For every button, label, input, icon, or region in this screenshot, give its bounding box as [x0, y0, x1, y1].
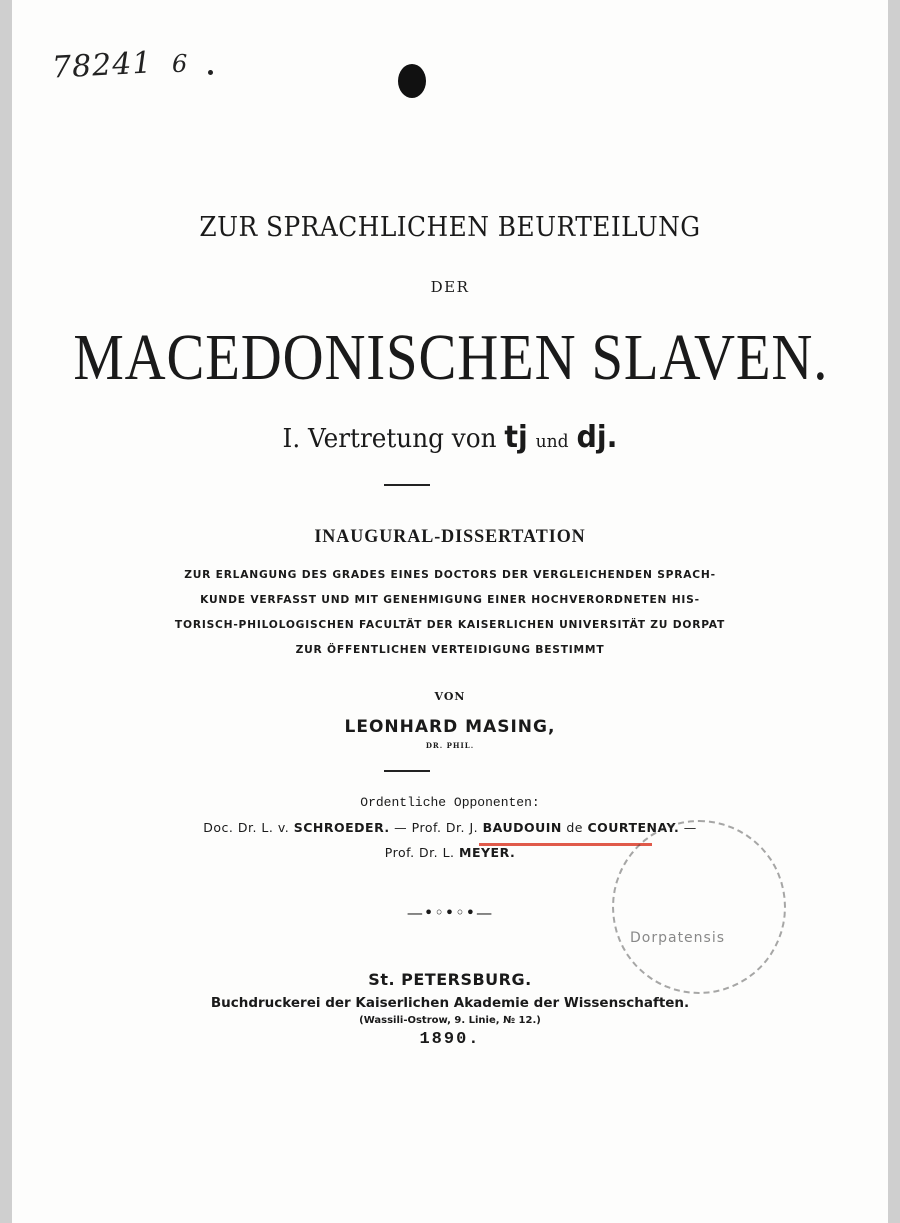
stamp-text: Dorpatensis: [630, 930, 726, 946]
dissertation-label: INAUGURAL-DISSERTATION: [314, 526, 586, 547]
separator: —: [394, 820, 408, 835]
part-prefix: I. Vertretung von: [282, 424, 497, 454]
author-degree: DR. PHIL.: [425, 741, 475, 750]
scanned-title-page: [12, 0, 888, 1223]
opponent1-title: Doc. Dr. L. v.: [203, 820, 290, 835]
library-stamp: [612, 820, 786, 994]
title-line-1: ZUR SPRACHLICHEN BEURTEILUNG: [199, 212, 701, 243]
opponent2-surname: COURTENAY.: [587, 820, 680, 835]
opponent2-name: BAUDOUIN: [482, 820, 562, 835]
divider-rule: [384, 484, 430, 486]
ornament-divider: —•◦•◦•—: [406, 903, 494, 922]
divider-rule: [384, 770, 430, 772]
handwritten-suffix: 6: [172, 50, 188, 78]
separator: —: [683, 820, 697, 835]
body-line: TORISCH-PHILOLOGISCHEN FACULTÄT DER KAISERLICHEN UNIVERSITÄT ZU DORPAT: [174, 618, 726, 631]
body-line: KUNDE VERFASST UND MIT GENEHMIGUNG EINER HOCHVERORDNETEN HIS-: [200, 593, 700, 606]
part-subtitle: [34, 420, 866, 455]
ink-dot: [208, 70, 213, 75]
body-line: ZUR ERLANGUNG DES GRADES EINES DOCTORS DER VERGLEICHENDEN SPRACH-: [184, 568, 716, 581]
opponents-line-1: [12, 820, 888, 835]
main-title: MACEDONISCHEN SLAVEN.: [73, 321, 829, 394]
opponent2-particle: de: [566, 820, 583, 835]
imprint-address: (Wassili-Ostrow, 9. Linie, № 12.): [359, 1015, 541, 1026]
body-line: ZUR ÖFFENTLICHEN VERTEIDIGUNG BESTIMMT: [295, 643, 605, 656]
imprint-printer: Buchdruckerei der Kaiserlichen Akademie der Wissenschaften.: [210, 995, 690, 1011]
handwritten-shelfmark: 78241: [51, 45, 154, 86]
part-und: und: [535, 431, 569, 452]
opponent3-name: MEYER.: [459, 845, 516, 860]
opponent1-name: SCHROEDER.: [293, 820, 390, 835]
part-tj: tj: [504, 420, 528, 455]
punch-hole: [398, 64, 426, 98]
part-dj: dj.: [576, 420, 618, 455]
title-der: DER: [430, 278, 470, 296]
imprint-city: St. PETERSBURG.: [368, 970, 532, 989]
author-name: LEONHARD MASING,: [344, 717, 556, 737]
von-label: VON: [434, 690, 466, 703]
opponent2-title: Prof. Dr. J.: [411, 820, 479, 835]
opponent3-title: Prof. Dr. L.: [384, 845, 455, 860]
imprint-year: 1890.: [419, 1030, 481, 1049]
opponents-label: Ordentliche Opponenten:: [360, 795, 540, 810]
